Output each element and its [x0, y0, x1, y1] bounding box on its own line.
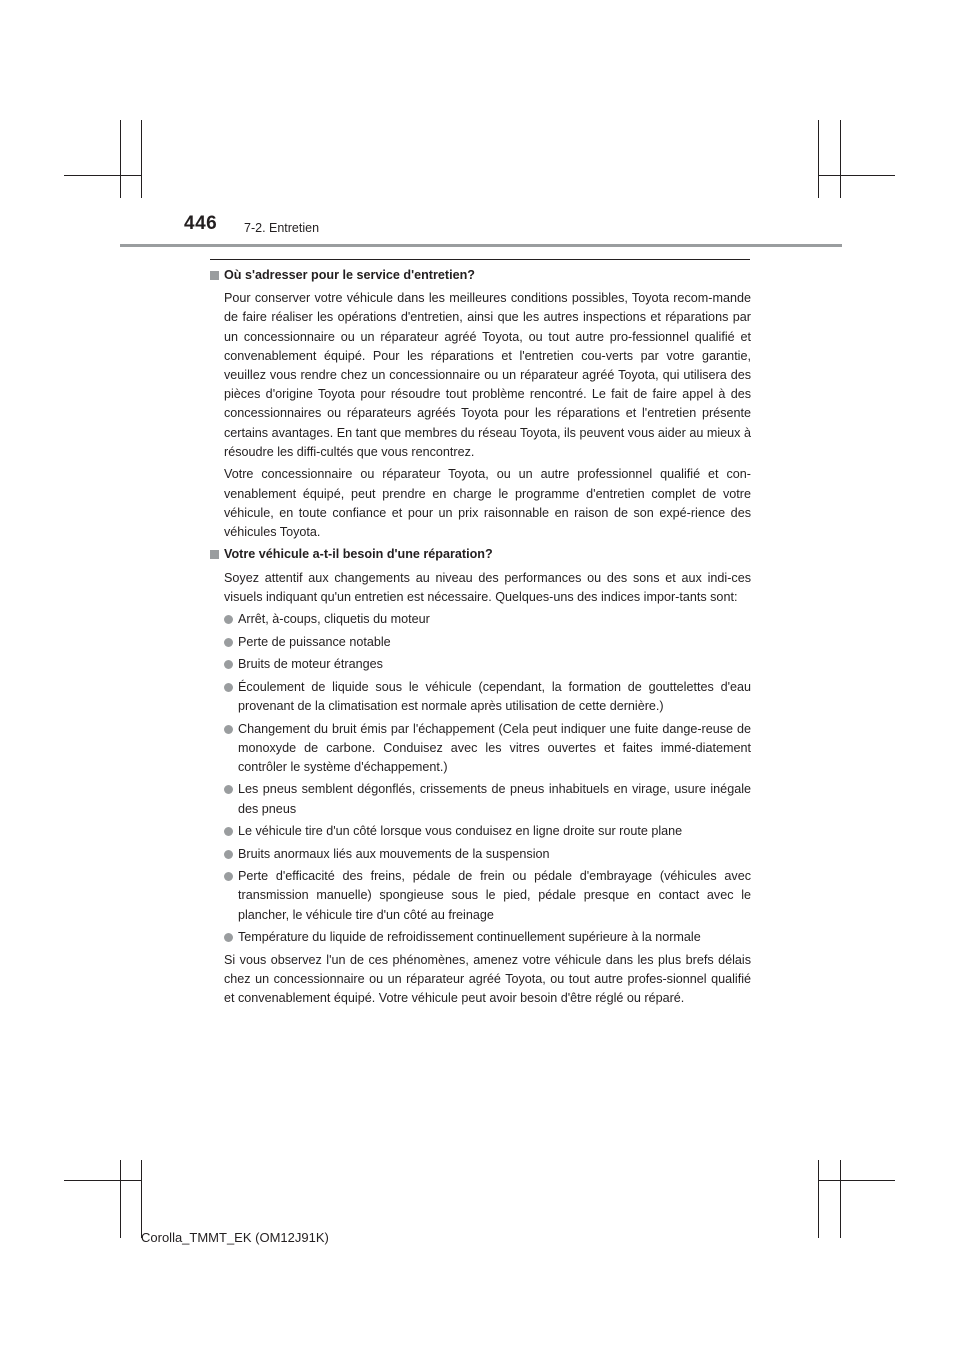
- crop-mark: [818, 120, 819, 198]
- crop-mark: [120, 1160, 121, 1238]
- symptom-list: [210, 610, 751, 947]
- section-title: 7-2. Entretien: [244, 221, 320, 235]
- header-divider: [120, 244, 842, 247]
- page-number: 446: [184, 213, 218, 234]
- crop-mark: [141, 1160, 142, 1238]
- list-item: Écoulement de liquide sous le véhicule (cependant, la formation de gouttelettes d'eau provenant de la climatisation est normale après utilisation de cette dernière.): [224, 678, 751, 716]
- list-item: Changement du bruit émis par l'échappement (Cela peut indiquer une fuite dange-reuse de monoxyde de carbone. Conduisez avec les vitres ouvertes et faites immé-diatement contrôler le système d'échappement.): [224, 720, 751, 778]
- list-item: Perte de puissance notable: [224, 633, 751, 652]
- list-item: Bruits de moteur étranges: [224, 655, 751, 674]
- list-item: Température du liquide de refroidissement continuellement supérieure à la normale: [224, 928, 751, 947]
- list-item: Les pneus semblent dégonflés, crissements de pneus inhabituels en virage, usure inégale des pneus: [224, 780, 751, 818]
- content-top-rule: [210, 259, 750, 260]
- body-paragraph: Votre concessionnaire ou réparateur Toyota, ou un autre professionnel qualifié et con-venablement équipé, peut prendre en charge le programme d'entretien complet de votre véhicule, en toute confiance et pour un prix raisonnable en raison de son expé-rience des véhicules Toyota.: [224, 467, 751, 539]
- crop-mark: [818, 1160, 819, 1238]
- list-item: Le véhicule tire d'un côté lorsque vous conduisez en ligne droite sur route plane: [224, 822, 751, 841]
- page-content: [210, 266, 751, 1011]
- section-heading: Où s'adresser pour le service d'entretien?: [210, 266, 751, 285]
- crop-mark: [840, 1160, 841, 1238]
- crop-mark: [120, 120, 121, 198]
- list-item: Perte d'efficacité des freins, pédale de frein ou pédale d'embrayage (véhicules avec transmission manuelle) spongieuse sous le pied, pédale presque en contact avec le plancher, le véhicule tire d'un côté au freinage: [224, 867, 751, 925]
- closing-paragraph: Si vous observez l'un de ces phénomènes, amenez votre véhicule dans les plus brefs délais chez un concessionnaire ou un réparateur agréé Toyota, ou tout autre profes-sionnel qualifié et convenablement équipé. Votre véhicule peut avoir besoin d'être réglé ou réparé.: [224, 952, 751, 1005]
- crop-mark: [818, 175, 895, 176]
- crop-mark: [818, 1180, 895, 1181]
- list-item: Arrêt, à-coups, cliquetis du moteur: [224, 610, 751, 629]
- crop-mark: [64, 175, 141, 176]
- crop-mark: [840, 120, 841, 198]
- body-paragraph: Pour conserver votre véhicule dans les meilleures conditions possibles, Toyota recom-mande de faire réaliser les opérations d'entretien, ainsi que les autres inspections et réparations par un concessionnaire ou un réparateur agréé Toyota, ou tout autre pro-fessionnel qualifié et convenablement équipé. Pour les réparations et l'entretien cou-verts par votre garantie, veuillez vous rendre chez un concessionnaire ou un réparateur agréé Toyota, qui utilisera des pièces d'origine Toyota pour résoudre tout problème rencontré. Le fait de faire appel à des concessionnaires ou réparateurs agréés Toyota pour les réparations et l'entretien présente certains avantages. En tant que membres du réseau Toyota, ils peuvent vous aider au mieux à résoudre les diffi-cultés que vous rencontrez.: [224, 291, 751, 459]
- crop-mark: [141, 120, 142, 198]
- document-id: Corolla_TMMT_EK (OM12J91K): [141, 1230, 329, 1245]
- crop-mark: [64, 1180, 141, 1181]
- list-item: Bruits anormaux liés aux mouvements de la suspension: [224, 845, 751, 864]
- section-heading: Votre véhicule a-t-il besoin d'une réparation?: [210, 545, 751, 564]
- intro-paragraph: Soyez attentif aux changements au niveau des performances ou des sons et aux indi-ces visuels indiquant qu'un entretien est nécessaire. Quelques-uns des indices impor-tants sont:: [224, 570, 751, 604]
